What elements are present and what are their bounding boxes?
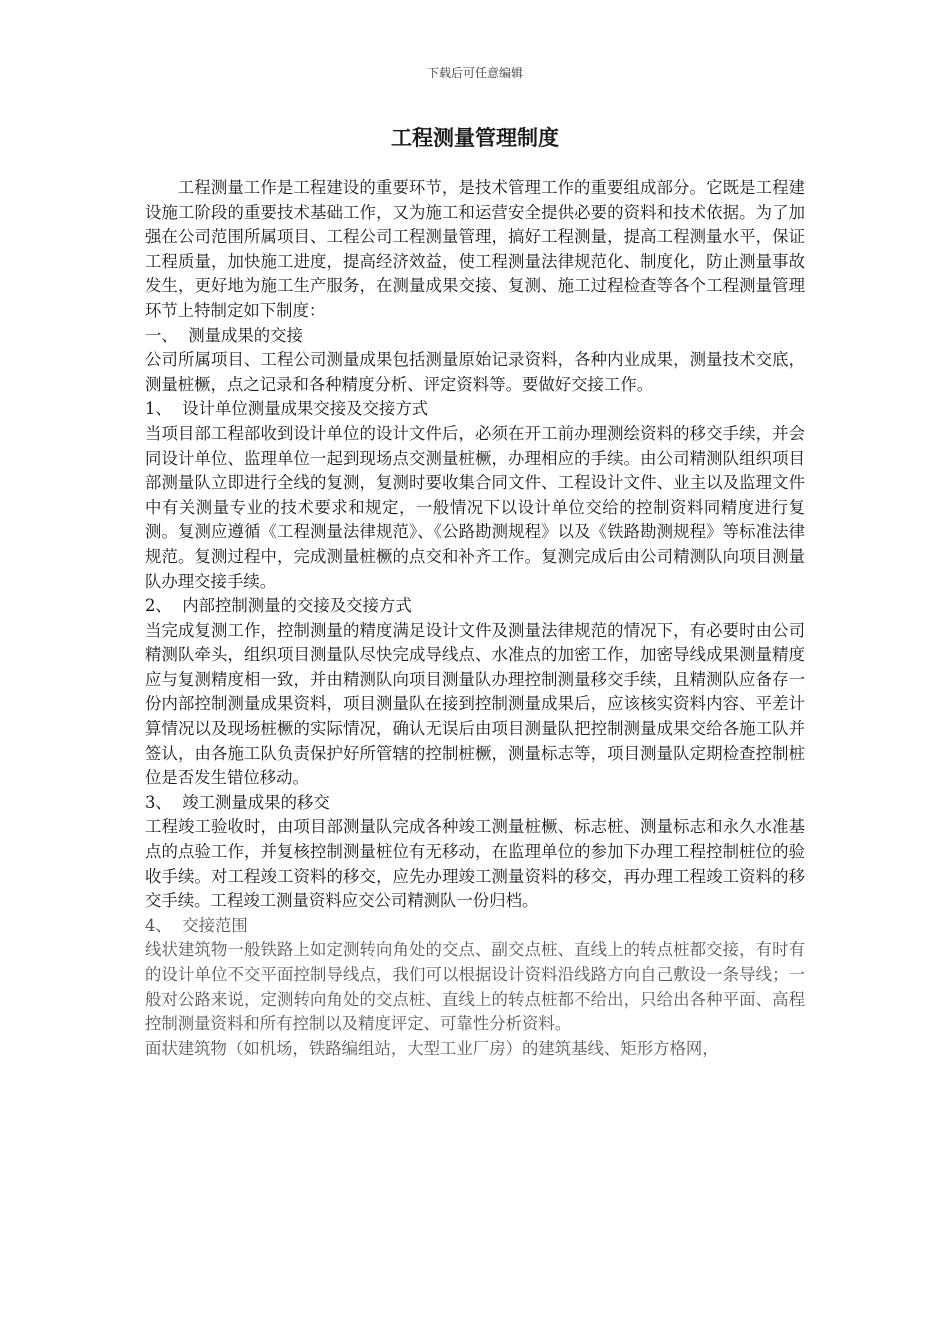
section-heading-1: 一、 测量成果的交接	[145, 325, 303, 345]
page-header: 下载后可任意编辑	[426, 66, 523, 80]
intro-paragraph: 工程测量工作是工程建设的重要环节，是技术管理工作的重要组成部分。它既是工程建设施工阶段的重要技术基础工作，又为施工和运营安全提供必要的资料和技术依据。为了加强在公司范围所属项目、工程公司工程测量管理，搞好工程测量，提高工程测量水平，保证工程质量，加快施工进度，提高经济效益，使工程测量法律规范化、制度化，防止测量事故发生，更好地为施工生产服务，在测量成果交接、复测、施工过程检查等各个工程测量管理环节上特制定如下制度：	[145, 178, 805, 320]
subsection-heading-1-1: 1、 设计单位测量成果交接及交接方式	[145, 399, 429, 419]
subsection-heading-1-3: 3、 竣工测量成果的移交	[145, 792, 330, 812]
document-title: 工程测量管理制度	[391, 126, 559, 150]
subsection-paragraph-1-5: 面状建筑物（如机场，铁路编组站，大型工业厂房）的建筑基线、矩形方格网，	[145, 1038, 719, 1058]
document-body	[145, 176, 805, 1061]
subsection-paragraph-1-4: 线状建筑物一般铁路上如定测转向角处的交点、副交点桩、直线上的转点桩都交接，有时有的设计单位不交平面控制导线点，我们可以根据设计资料沿线路方向自己敷设一条导线；一般对公路来说，定测转向角处的交点桩、直线上的转点桩都不给出，只给出各种平面、高程控制测量资料和所有控制以及精度评定、可靠性分析资料。	[145, 940, 805, 1034]
subsection-paragraph-1-1: 当项目部工程部收到设计单位的设计文件后，必须在开工前办理测绘资料的移交手续，并会同设计单位、监理单位一起到现场点交测量桩橛，办理相应的手续。由公司精测队组织项目部测量队立即进行全线的复测，复测时要收集合同文件、工程设计文件、业主以及监理文件中有关测量专业的技术要求和规定，一般情况下以设计单位交给的控制资料同精度进行复测。复测应遵循《工程测量法律规范》、《公路勘测规程》以及《铁路勘测规程》等标准法律规范。复测过程中，完成测量桩橛的点交和补齐工作。复测完成后由公司精测队向项目测量队办理交接手续。	[145, 423, 805, 591]
subsection-paragraph-1-2: 当完成复测工作，控制测量的精度满足设计文件及测量法律规范的情况下，有必要时由公司精测队牵头，组织项目测量队尽快完成导线点、水准点的加密工作，加密导线成果测量精度应与复测精度相一致，并由精测队向项目测量队办理控制测量移交手续，且精测队应备存一份内部控制测量成果资料，项目测量队在接到控制测量成果后，应该核实资料内容、平差计算情况以及现场桩橛的实际情况，确认无误后由项目测量队把控制测量成果交给各施工队并签认，由各施工队负责保护好所管辖的控制桩橛，测量标志等，项目测量队定期检查控制桩位是否发生错位移动。	[145, 620, 805, 788]
section-paragraph-1: 公司所属项目、工程公司测量成果包括测量原始记录资料，各种内业成果，测量技术交底，测量桩橛，点之记录和各种精度分析、评定资料等。要做好交接工作。	[145, 350, 805, 394]
subsection-heading-1-2: 2、 内部控制测量的交接及交接方式	[145, 596, 412, 616]
subsection-paragraph-1-3: 工程竣工验收时，由项目部测量队完成各种竣工测量桩橛、标志桩、测量标志和永久水准基点的点验工作，并复核控制测量桩位有无移动，在监理单位的参加下办理工程控制桩位的验收手续。对工程竣工资料的移交，应先办理竣工测量资料的移交，再办理工程竣工资料的移交手续。工程竣工测量资料应交公司精测队一份归档。	[145, 817, 805, 911]
subsection-heading-1-4: 4、 交接范围	[145, 915, 248, 935]
